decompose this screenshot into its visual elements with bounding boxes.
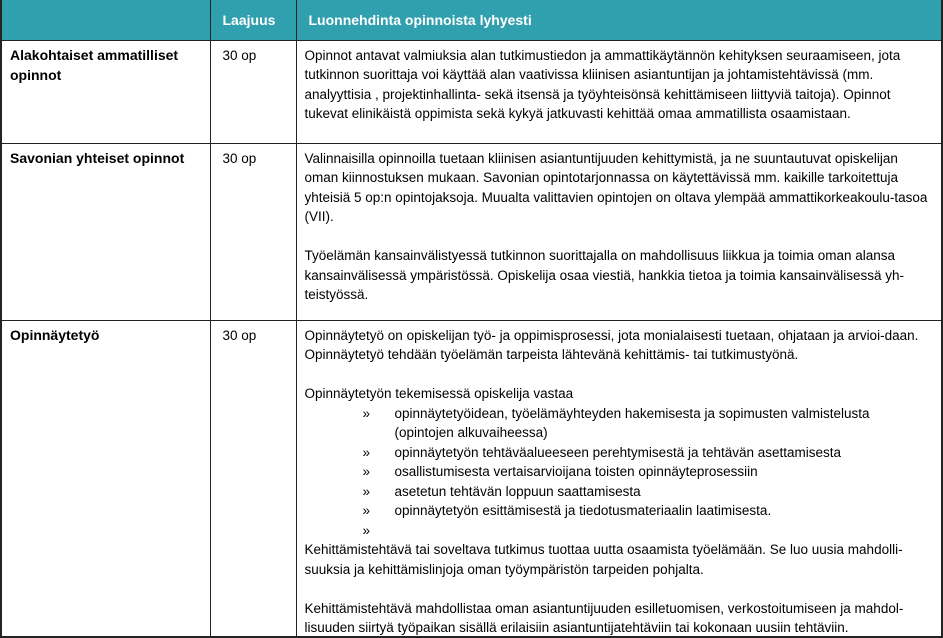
bullet-text: opinnäytetyöidean, työelämäyhteyden hakemisesta ja sopimusten valmistelusta (opintojen alkuvaiheessa) [394,405,870,440]
paragraph: Valinnaisilla opinnoilla tuetaan kliinisen asiantuntijuuden kehittymistä, ja ne suuntautuvat opiskelijan oman kiinnostuksen mukaan. Savonian opintotarjonnassa on käytettävissä mm. kaikille tarkoitettuja yhteisiä 5 op:n opintojaksoja. Muualta valittavien opintojen on oltava ylempää ammattikorkeakoulu-tasoa (VII). [304,150,928,224]
bullet-text: osallistumisesta vertaisarvioijana toisten opinnäyteprosessiin [394,464,758,479]
bullet-marker-icon: » [362,522,371,538]
credits-cell: 30 op [210,143,296,320]
description-cell [296,143,941,320]
bullet-marker-icon: » [362,444,371,460]
bullet-text: opinnäytetyön esittämisestä ja tiedotusmateriaalin laatimisesta. [394,503,772,518]
header-cell-empty [2,0,210,40]
paragraph-gap [305,227,933,247]
credits-cell: 30 op [210,320,296,638]
paragraph: Työelämän kansainvälistyessä tutkinnon suorittajalla on mahdollisuus liikkua ja toimia oman alansa kansainvälisessä ympäristössä. Opiskelija osaa viestiä, hankkia tietoa ja toimia kansainvälisessä yh-teistyössä. [304,248,905,302]
table-header [2,0,941,40]
description-cell [296,40,941,143]
program-title-cell: Savonian yhteiset opinnot [2,143,210,320]
bullet-text: opinnäytetyön tehtäväalueeseen perehtymisestä ja tehtävän asettamisesta [394,444,842,460]
paragraph-gap [305,579,933,599]
bullet-marker-icon: » [362,405,371,421]
paragraph: Opinnäytetyön tekemisessä opiskelija vastaa [304,386,574,401]
bullet-item [305,501,933,521]
bullet-item [305,443,933,463]
table-row [2,320,941,638]
program-title-cell: Opinnäytetyö [2,320,210,638]
bullet-marker-icon: » [362,483,371,499]
paragraph: Kehittämistehtävä mahdollistaa oman asiantuntijuuden esilletuomisen, verkostoitumiseen ja mahdol-lisuuden siirtyä työpaikan sisällä erilaisiin asiantuntijatehtäviin tai kokonaan uusiin tehtäviin. [304,600,904,635]
bullet-text: asetetun tehtävän loppuun saattamisesta [394,483,641,499]
bullet-item [305,482,933,502]
curriculum-table [2,0,941,638]
table-row [2,40,941,143]
bullet-item [305,521,933,541]
description-cell [296,320,941,638]
header-cell-description: Luonnehdinta opinnoista lyhyesti [296,0,941,40]
header-row [2,0,941,40]
paragraph: Opinnot antavat valmiuksia alan tutkimustiedon ja ammattikäytännön kehityksen seuraamiseen, jota tutkinnon suorittaja voi käyttää alan vaativissa kliinisen asiantuntijan ja johtamistehtävissä (mm. analyyttisia , projektinhallinta- sekä itsensä ja työyhteisönsä kehittämiseen liittyviä taitoja). Opinnot tukevat elinikäistä oppimista sekä kykyä jatkuvasti kehittää omaa ammatillista osaamistaan. [304,47,901,121]
paragraph: Opinnäytetyö on opiskelijan työ- ja oppimisprosessi, jota monialaisesti tuetaan, ohjataan ja arvioi-daan. Opinnäytetyö tehdään työelämän tarpeista lähtevänä kehittämis- tai tutkimustyönä. [304,327,919,362]
table-body [2,40,941,638]
bullet-marker-icon: » [362,464,371,479]
bullet-item [305,462,933,482]
program-title-cell: Alakohtaiset ammatilliset opinnot [2,40,210,143]
bullet-item [305,404,933,443]
paragraph: Kehittämistehtävä tai soveltava tutkimus tuottaa uutta osaamista työelämään. Se luo uusia mahdolli-suuksia ja kehittämislinjoja oman työympäristön tarpeiden pohjalta. [304,542,903,577]
credits-cell: 30 op [210,40,296,143]
header-cell-laajuus: Laajuus [210,0,296,40]
paragraph-gap [305,365,933,385]
bullet-marker-icon: » [362,503,371,518]
table-row [2,143,941,320]
